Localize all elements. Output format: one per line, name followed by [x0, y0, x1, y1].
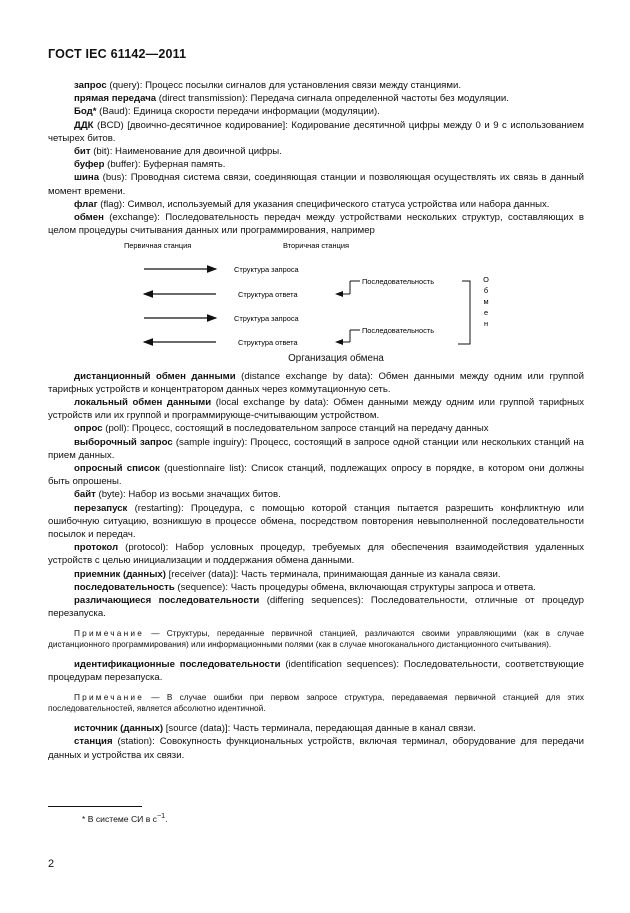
term-name: источник (данных)	[74, 723, 164, 735]
footnote-text: * В системе СИ в с	[82, 813, 157, 824]
term-definition: (sample inguiry): Процесс, состоящий в запросе одной станции или нескольких станций на прием данных.	[48, 436, 585, 461]
term-entry	[48, 396, 584, 422]
term-name: обмен	[74, 212, 104, 224]
term-name: байт	[74, 489, 96, 501]
page-number: 2	[48, 858, 55, 870]
term-definition: (query): Процесс посылки сигналов для установления связи между станциями.	[106, 80, 461, 91]
term-definition: (bit): Наименование для двоичной цифры.	[90, 146, 282, 158]
term-entry	[48, 436, 584, 462]
term-entry	[48, 422, 584, 435]
term-name: протокол	[74, 542, 119, 554]
term-name: буфер	[74, 159, 105, 171]
term-entry	[48, 79, 584, 92]
vertical-letter: е	[483, 308, 489, 318]
term-definition: [receiver (data)]: Часть терминала, принимающая данные из канала связи.	[165, 568, 501, 580]
term-entry	[48, 541, 584, 567]
footnote-divider	[48, 806, 142, 807]
term-name: перезапуск	[74, 502, 128, 514]
footnote-superscript: −1	[156, 812, 166, 820]
note-block	[48, 692, 584, 716]
term-definition: (buffer): Буферная память.	[104, 159, 226, 171]
note-label: Примечание	[74, 691, 145, 702]
request-label-1: Структура запроса	[234, 265, 299, 275]
term-definition: (Baud): Единица скорости передачи информации (модуляции).	[96, 106, 380, 118]
term-name: ДДК	[74, 119, 94, 131]
primary-station-label: Первичная станция	[124, 241, 192, 251]
note-text: — Структуры, переданные первичной станцией, различаются своими управляющими (как в случае дистанционного программирования) или информационными полями (как в случае многоканального дистанционного считывания).	[48, 627, 584, 650]
term-name: Бод*	[74, 106, 97, 118]
secondary-station-label: Вторичная станция	[283, 241, 349, 251]
term-entry	[48, 568, 584, 581]
term-definition: (differing sequences): Последовательности, отличные от процедур перезапуска.	[48, 595, 584, 620]
term-definition: (protocol): Набор условных процедур, требуемых для обеспечения взаимодействия удаленных устройств с целью инициализации и поддержания обмена данными.	[48, 542, 584, 567]
term-definition: (direct transmission): Передача сигнала определенной частоты без модуляции.	[156, 93, 509, 105]
document-header: ГОСТ IEC 61142—2011	[48, 47, 187, 61]
term-definition: (exchange): Последовательность передач между устройствами нескольких структур, составляющих в целом процедуры считывания данных или программирования, например	[48, 212, 584, 237]
term-definition: (station): Совокупность функциональных устройств, включая терминал, оборудование для передачи данных и устройства их связи.	[48, 736, 584, 761]
response-label-1: Структура ответа	[238, 290, 298, 300]
term-definition: (flag): Символ, используемый для указания специфического статуса устройства или набора данных.	[97, 198, 550, 210]
term-entry	[48, 370, 584, 396]
footnote-end: .	[165, 813, 168, 824]
term-definition: (distance exchange by data): Обмен данными между одним или группой тарифных устройств и концентратором данных через коммутационную сеть.	[48, 370, 584, 395]
vertical-letter: О	[483, 275, 489, 285]
term-entry	[48, 488, 584, 501]
term-definition: [source (data)]: Часть терминала, передающая данные в канал связи.	[163, 723, 476, 735]
term-entry	[48, 171, 584, 197]
exchange-outer-bracket	[458, 281, 470, 344]
term-entry	[48, 211, 584, 237]
term-name: опросный список	[74, 463, 160, 475]
term-definition: (byte): Набор из восьми значащих битов.	[95, 489, 281, 501]
term-definition: (bus): Проводная система связи, соединяющая станции и позволяющая осуществлять их связь в данный момент времени.	[48, 172, 584, 197]
vertical-letter: м	[483, 297, 489, 307]
term-name: прямая передача	[74, 93, 157, 105]
term-definition: (BCD) [двоично-десятичное кодирование]: Кодирование десятичной цифры между 0 и 9 с использованием четырех битов.	[48, 119, 584, 144]
term-definition: (sequence): Часть процедуры обмена, включающая структуры запроса и ответа.	[174, 581, 536, 593]
term-name: флаг	[74, 198, 98, 210]
term-definition: (identification sequences): Последовательности, соответствующие процедурам перезапуска.	[48, 659, 584, 684]
term-entry	[48, 92, 584, 105]
diagram-caption: Организация обмена	[288, 353, 384, 365]
vertical-letter: б	[483, 286, 489, 296]
term-name: различающиеся последовательности	[74, 595, 260, 607]
term-name: идентификационные последовательности	[74, 659, 281, 671]
term-name: бит	[74, 146, 91, 158]
term-name: приемник (данных)	[74, 568, 166, 580]
main-content	[48, 79, 584, 762]
term-entry	[48, 198, 584, 211]
term-definition: (questionnaire list): Список станций, подлежащих опросу в порядке, в котором они должны быть опрошены.	[48, 463, 584, 488]
term-entry	[48, 581, 584, 594]
term-definition: (restarting): Процедура, с помощью которой станция пытается разрешить конфликтную или ошибочную ситуацию, возникшую в процессе обмена, посредством повторения невыполненной последовательности посылок и передач.	[48, 502, 584, 541]
request-label-2: Структура запроса	[234, 314, 299, 324]
sequence-label-1: Последовательность	[362, 277, 435, 287]
term-name: опрос	[74, 423, 103, 435]
term-definition: (poll): Процесс, состоящий в последовательном запросе станций на передачу данных	[102, 423, 489, 435]
term-name: выборочный запрос	[74, 436, 173, 448]
term-entry	[48, 594, 584, 620]
exchange-diagram-svg	[48, 238, 584, 350]
note-text: — В случае ошибки при первом запросе структура, передаваемая первичной станцией для этих последовательностей, является абсолютно идентичной.	[48, 691, 584, 714]
term-entry	[48, 658, 584, 684]
term-name: дистанционный обмен данными	[74, 370, 236, 382]
term-name: станция	[74, 736, 113, 748]
term-name: шина	[74, 172, 100, 184]
term-entry	[48, 722, 584, 735]
term-entry	[48, 119, 584, 145]
sequence-label-2: Последовательность	[362, 326, 435, 336]
note-block	[48, 628, 584, 652]
term-entry	[48, 145, 584, 158]
term-name: последовательность	[74, 581, 175, 593]
term-entry	[48, 105, 584, 118]
footnote	[82, 812, 168, 824]
term-definition: (local exchange by data): Обмен данными между одним или группой тарифных устройств или их группой и программирующе-считывающим устройством.	[48, 397, 584, 422]
term-entry	[48, 462, 584, 488]
term-entry	[48, 735, 584, 761]
note-label: Примечание	[74, 627, 145, 638]
exchange-diagram	[48, 238, 584, 350]
response-label-2: Структура ответа	[238, 338, 298, 348]
term-entry	[48, 502, 584, 542]
term-name: запрос	[74, 80, 107, 91]
term-entry	[48, 158, 584, 171]
term-name: локальный обмен данными	[74, 397, 212, 409]
vertical-letter: н	[483, 319, 489, 329]
